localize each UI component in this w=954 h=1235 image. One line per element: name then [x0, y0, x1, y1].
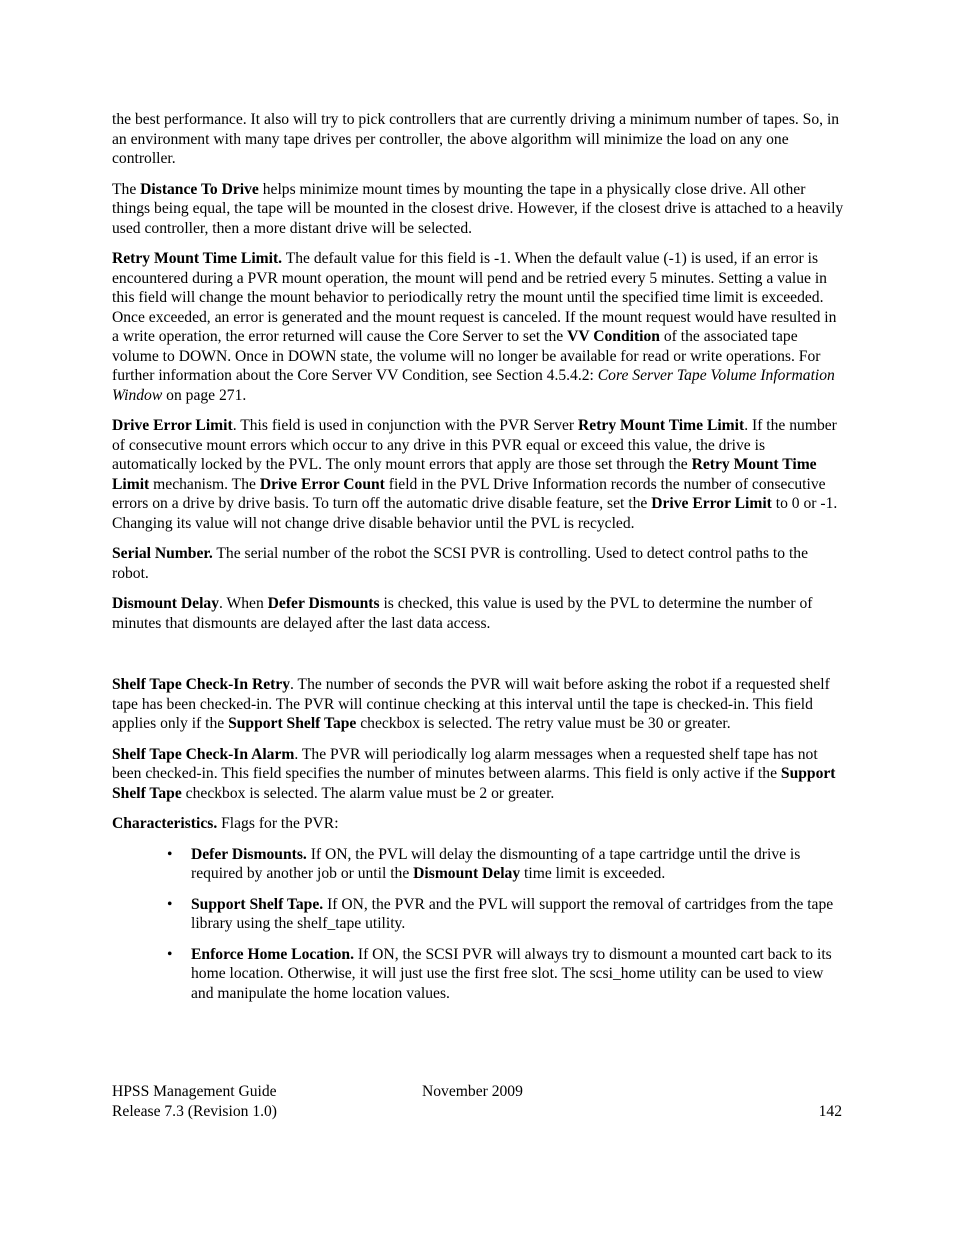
characteristics-term: Characteristics. — [112, 815, 218, 832]
list-item: • Defer Dismounts. If ON, the PVL will delay the dismounting of a tape cartridge until the drive is required by another job or until the Dismount Delay time limit is exceeded. — [167, 845, 801, 882]
distance-to-drive-term: Distance To Drive — [140, 180, 259, 198]
list-item: • Support Shelf Tape. If ON, the PVR and the PVL will support the removal of cartridges from the tape library using the shelf_tape utility. — [167, 895, 834, 932]
drive-error-limit-paragraph: Drive Error Limit. This field is used in conjunction with the PVR Server Retry Mount Time Limit. If the number of consecutive mount errors which occur to any drive in this PVR equal or exceed this value, the drive is automatically locked by the PVL. The only mount errors that apply are those set through the Retry Mount Time Limit mechanism. The Drive Error Count field in the PVL Drive Information records the number of consecutive errors on a drive by drive basis. To turn off the automatic drive disable feature, set the Drive Error Limit to 0 or -1. Changing its value will not change drive disable behavior until the PVL is recycled. — [112, 417, 838, 532]
shelf-tape-check-in-retry-term: Shelf Tape Check-In Retry — [112, 676, 291, 693]
footer-date: November 2009 — [422, 1083, 523, 1100]
distance-to-drive-paragraph: The Distance To Drive helps minimize mount times by mounting the tape in a physically close drive. All other things being equal, the tape will be mounted in the closest drive. However, if the closest drive is attached to a heavily used controller, then a more distant drive will be selected. — [112, 180, 844, 237]
page-body — [112, 110, 844, 1014]
shelf-tape-check-in-alarm-term: Shelf Tape Check-In Alarm — [112, 745, 295, 763]
bullet-icon: • — [167, 945, 173, 963]
bullet-icon: • — [167, 845, 173, 863]
bullet-icon: • — [167, 895, 173, 913]
serial-number-term: Serial Number. — [112, 545, 213, 562]
characteristics-paragraph: Characteristics. Flags for the PVR: — [112, 815, 339, 832]
retry-mount-time-limit-paragraph: Retry Mount Time Limit. The default value for this field is -1. When the default value (-1) is used, if an error is encountered during a PVR mount operation, the mount will pend and be retried every 5 minutes. Setting a value in this field will change the mount behavior to periodically retry the mount until the specified time limit is exceeded. Once exceeded, an error is generated and the mount request is canceled. If the mount request would have resulted in a write operation, the error returned will cause the Core Server to set the VV Condition of the associated tape volume to DOWN. Once in DOWN state, the volume will no longer be available for read or write operations. For further information about the Core Server VV Condition, see Section 4.5.4.2: Core Server Tape Volume Information Window on page 271. — [112, 250, 837, 404]
footer-guide-title: HPSS Management Guide — [112, 1083, 277, 1100]
drive-error-limit-term: Drive Error Limit — [112, 417, 233, 434]
section-reference: Core Server Tape Volume Information Window — [112, 367, 835, 404]
serial-number-paragraph: Serial Number. The serial number of the robot the SCSI PVR is controlling. Used to detect control paths to the robot. — [112, 545, 808, 582]
shelf-tape-check-in-alarm-paragraph: Shelf Tape Check-In Alarm. The PVR will periodically log alarm messages when a requested shelf tape has not been checked-in. This field specifies the number of minutes between alarms. This field is only active if the Support Shelf Tape checkbox is selected. The alarm value must be 2 or greater. — [112, 745, 836, 802]
footer-release: Release 7.3 (Revision 1.0) — [112, 1102, 277, 1120]
retry-mount-time-limit-term: Retry Mount Time Limit. — [112, 250, 283, 267]
characteristics-list — [112, 845, 844, 1004]
dismount-delay-term: Dismount Delay — [112, 595, 219, 612]
intro-paragraph: the best performance. It also will try to pick controllers that are currently driving a minimum number of tapes. So, in an environment with many tape drives per controller, the above algorithm will minimize the load on any one controller. — [112, 111, 840, 167]
shelf-tape-check-in-retry-paragraph: Shelf Tape Check-In Retry. The number of seconds the PVR will wait before asking the robot if a requested shelf tape has been checked-in. The PVR will continue checking at this interval until the tape is checked-in. This field applies only if the Support Shelf Tape checkbox is selected. The retry value must be 30 or greater. — [112, 676, 830, 732]
dismount-delay-paragraph: Dismount Delay. When Defer Dismounts is checked, this value is used by the PVL to determine the number of minutes that dismounts are delayed after the last data access. — [112, 595, 813, 632]
page-number: 142 — [818, 1102, 842, 1120]
page-footer — [112, 1082, 844, 1121]
list-item: • Enforce Home Location. If ON, the SCSI PVR will always try to dismount a mounted cart back to its home location. Otherwise, it will just use the first free slot. The scsi_home utility can be used to view and manipulate the home location values. — [167, 945, 832, 1002]
